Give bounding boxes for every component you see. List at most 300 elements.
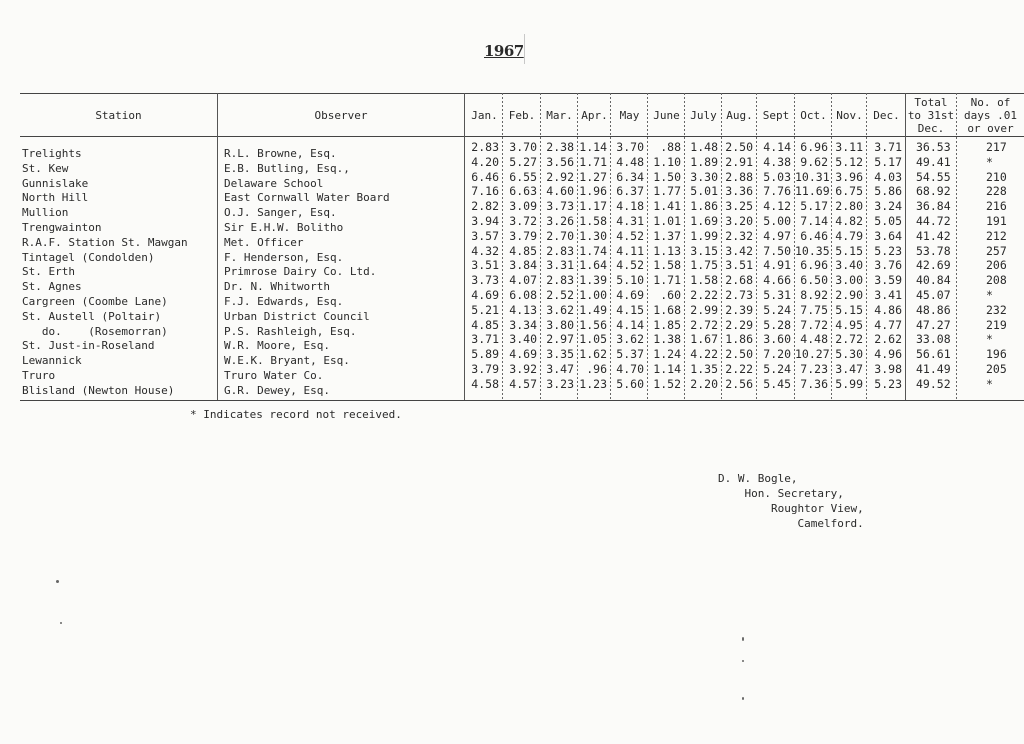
total-row <box>906 244 1024 259</box>
footnote: * Indicates record not received. <box>190 408 402 421</box>
total-row <box>906 214 1024 229</box>
table-row <box>466 258 906 273</box>
observer-data-divider <box>464 93 465 400</box>
month-value: 3.40 <box>835 258 863 273</box>
observer-name: East Cornwall Water Board <box>224 191 390 205</box>
month-value: 4.14 <box>616 317 644 332</box>
month-value: 10.27 <box>795 347 830 362</box>
month-value: 3.71 <box>874 140 902 154</box>
station-observer-divider <box>217 93 218 400</box>
month-value: 6.96 <box>800 258 828 273</box>
month-value: 1.68 <box>653 302 681 317</box>
total-value: 42.69 <box>916 258 951 273</box>
month-value: .60 <box>660 288 681 302</box>
total-value: 49.41 <box>916 154 951 169</box>
signature-block <box>718 471 864 531</box>
observer-name: G.R. Dewey, Esq. <box>224 383 330 397</box>
month-value: 1.71 <box>653 273 681 288</box>
month-value: 5.86 <box>874 184 902 199</box>
total-row <box>906 332 1024 347</box>
month-value: 3.57 <box>471 228 499 243</box>
month-value: 4.96 <box>874 347 902 362</box>
table-row <box>466 303 906 318</box>
month-value: 3.73 <box>471 273 499 288</box>
month-value: 4.32 <box>471 243 499 258</box>
month-value: 1.58 <box>653 258 681 273</box>
month-value: 5.23 <box>874 243 902 258</box>
month-value: 2.99 <box>690 302 718 317</box>
month-value: 3.00 <box>835 273 863 288</box>
month-value: 2.91 <box>725 154 753 169</box>
total-value: 36.84 <box>916 199 951 214</box>
header-month: July <box>690 108 717 122</box>
signature-address: Roughtor View, <box>718 502 864 515</box>
total-value: 49.52 <box>916 376 951 391</box>
scan-speck <box>742 637 744 641</box>
month-value: .96 <box>586 362 607 376</box>
month-value: 4.91 <box>763 258 791 273</box>
month-value: 1.39 <box>579 273 607 288</box>
month-value: 7.75 <box>800 302 828 317</box>
table-row <box>466 244 906 259</box>
month-value: 6.46 <box>800 228 828 243</box>
observer-name: Truro Water Co. <box>224 368 324 382</box>
month-value: 1.41 <box>653 199 681 214</box>
month-value: 4.85 <box>509 243 537 258</box>
header-month: Feb. <box>508 108 536 122</box>
days-value: 257 <box>986 243 1007 258</box>
month-value: 1.05 <box>579 332 607 347</box>
month-value: 3.40 <box>509 332 537 347</box>
station-name: Cargreen (Coombe Lane) <box>22 294 168 308</box>
month-value: 3.59 <box>874 273 902 288</box>
month-value: 3.41 <box>874 288 902 302</box>
month-value: 2.62 <box>874 332 902 347</box>
month-value: 4.60 <box>546 184 574 199</box>
station-name: Trelights <box>22 147 82 160</box>
days-value: 196 <box>986 347 1007 362</box>
month-value: 9.62 <box>800 154 828 169</box>
month-value: 4.79 <box>835 228 863 243</box>
days-value: 232 <box>986 302 1007 317</box>
month-value: 3.62 <box>546 302 574 317</box>
month-value: 1.67 <box>690 332 718 347</box>
month-value: 4.31 <box>616 214 644 228</box>
month-value: 3.70 <box>616 140 644 154</box>
month-value: 5.17 <box>874 154 902 169</box>
month-value: 1.99 <box>690 228 718 243</box>
month-value: 4.95 <box>835 317 863 332</box>
month-value: 5.03 <box>763 169 791 184</box>
observer-name: E.B. Butling, Esq., <box>224 161 350 175</box>
month-value: 3.98 <box>874 362 902 376</box>
month-value: 3.09 <box>509 199 537 214</box>
month-value: 3.25 <box>725 199 753 214</box>
table-row <box>466 140 906 155</box>
month-value: 7.36 <box>800 376 828 391</box>
month-value: 2.32 <box>725 228 753 243</box>
month-value: 2.80 <box>835 199 863 214</box>
month-value: 3.72 <box>509 214 537 228</box>
month-value: 1.37 <box>653 228 681 243</box>
total-value: 56.61 <box>916 347 951 362</box>
month-value: 6.63 <box>509 184 537 199</box>
month-value: 3.70 <box>509 140 537 154</box>
month-value: 4.11 <box>616 243 644 258</box>
month-value: 2.22 <box>690 288 718 302</box>
days-value: 217 <box>986 140 1007 154</box>
signature-title: Hon. Secretary, <box>718 487 844 500</box>
month-value: 1.49 <box>579 302 607 317</box>
month-value: 5.24 <box>763 362 791 376</box>
month-value: 2.82 <box>471 199 499 214</box>
observer-name: Delaware School <box>224 176 324 190</box>
days-value: 212 <box>986 228 1007 243</box>
scan-speck <box>742 660 744 662</box>
month-value: 1.69 <box>690 214 718 228</box>
month-value: 4.14 <box>763 140 791 154</box>
observer-name: W.R. Moore, Esq. <box>224 339 330 353</box>
month-value: 2.22 <box>725 362 753 376</box>
scan-speck <box>742 697 744 700</box>
month-value: 4.69 <box>471 288 499 302</box>
month-value: 3.23 <box>546 376 574 391</box>
month-value: 5.37 <box>616 347 644 362</box>
signature-name: D. W. Bogle, <box>718 472 798 485</box>
month-value: 3.15 <box>690 243 718 258</box>
month-value: 1.13 <box>653 243 681 258</box>
total-value: 54.55 <box>916 169 951 184</box>
total-row <box>906 273 1024 288</box>
month-value: 3.79 <box>471 362 499 376</box>
month-value: 1.30 <box>579 228 607 243</box>
month-value: 1.58 <box>579 214 607 228</box>
table-row <box>466 377 906 392</box>
month-value: 10.31 <box>795 169 830 184</box>
month-value: 7.14 <box>800 214 828 228</box>
station-name: R.A.F. Station St. Mawgan <box>22 235 188 249</box>
table-bottom-rule <box>20 400 1024 401</box>
month-value: 5.21 <box>471 302 499 317</box>
month-value: 4.86 <box>874 302 902 317</box>
total-value: 47.27 <box>916 317 951 332</box>
table-row <box>466 199 906 214</box>
table-row <box>466 347 906 362</box>
month-value: 3.84 <box>509 258 537 273</box>
month-value: 2.92 <box>546 169 574 184</box>
month-value: 4.07 <box>509 273 537 288</box>
month-value: 1.23 <box>579 376 607 391</box>
observer-name: Urban District Council <box>224 309 370 323</box>
total-value: 44.72 <box>916 214 951 228</box>
month-value: 4.15 <box>616 302 644 317</box>
month-value: 7.72 <box>800 317 828 332</box>
month-value: 2.70 <box>546 228 574 243</box>
days-value: 191 <box>986 214 1007 228</box>
station-name: North Hill <box>22 191 89 205</box>
header-observer: Observer <box>314 108 368 122</box>
total-value: 68.92 <box>916 184 951 199</box>
month-value: 7.50 <box>763 243 791 258</box>
month-value: 5.05 <box>874 214 902 228</box>
month-value: 1.27 <box>579 169 607 184</box>
month-value: 4.57 <box>509 376 537 391</box>
days-value: 208 <box>986 273 1007 288</box>
month-value: 5.99 <box>835 376 863 391</box>
month-value: 6.37 <box>616 184 644 199</box>
total-row <box>906 362 1024 377</box>
month-value: 1.14 <box>653 362 681 376</box>
month-value: 2.38 <box>546 140 574 154</box>
total-value: 53.78 <box>916 243 951 258</box>
total-row <box>906 303 1024 318</box>
total-row <box>906 184 1024 199</box>
scan-speck <box>56 580 59 583</box>
table-row <box>466 170 906 185</box>
header-month: June <box>653 108 680 122</box>
station-name: Truro <box>22 368 56 382</box>
header-month: Aug. <box>726 108 753 122</box>
month-value: 7.23 <box>800 362 828 376</box>
month-value: 3.47 <box>835 362 863 376</box>
month-value: 1.35 <box>690 362 718 376</box>
month-value: 4.22 <box>690 347 718 362</box>
month-value: 1.24 <box>653 347 681 362</box>
month-value: 1.48 <box>690 140 718 154</box>
month-value: 3.24 <box>874 199 902 214</box>
days-value: 206 <box>986 258 1007 273</box>
month-value: 1.00 <box>579 288 607 302</box>
month-value: 3.42 <box>725 243 753 258</box>
month-value: 5.00 <box>763 214 791 228</box>
month-value: 1.17 <box>579 199 607 214</box>
month-value: 5.60 <box>616 376 644 391</box>
month-value: 2.39 <box>725 302 753 317</box>
month-value: 3.26 <box>546 214 574 228</box>
month-value: 8.92 <box>800 288 828 302</box>
month-value: 3.47 <box>546 362 574 376</box>
observer-name: Sir E.H.W. Bolitho <box>224 220 344 234</box>
month-value: 4.52 <box>616 228 644 243</box>
observer-name: Dr. N. Whitworth <box>224 280 330 294</box>
observer-name: F.J. Edwards, Esq. <box>224 294 344 308</box>
total-value: 36.53 <box>916 140 951 154</box>
scan-mark <box>524 34 525 64</box>
station-name: St. Erth <box>22 265 75 279</box>
month-value: 4.48 <box>616 154 644 169</box>
month-value: 2.83 <box>471 140 499 154</box>
month-value: 1.71 <box>579 154 607 169</box>
days-value: * <box>986 154 993 169</box>
month-value: 2.20 <box>690 376 718 391</box>
month-value: 5.23 <box>874 376 902 391</box>
observer-name: W.E.K. Bryant, Esq. <box>224 354 350 368</box>
month-value: 1.58 <box>690 273 718 288</box>
month-value: 6.34 <box>616 169 644 184</box>
days-value: 205 <box>986 362 1007 376</box>
month-value: 7.76 <box>763 184 791 199</box>
total-row <box>906 347 1024 362</box>
month-value: 4.85 <box>471 317 499 332</box>
month-value: 3.96 <box>835 169 863 184</box>
total-row <box>906 377 1024 392</box>
month-value: 1.14 <box>579 140 607 154</box>
month-value: 3.51 <box>471 258 499 273</box>
header-month: Apr. <box>581 108 608 122</box>
month-value: 4.58 <box>471 376 499 391</box>
month-value: 3.35 <box>546 347 574 362</box>
observer-name: R.L. Browne, Esq. <box>224 147 337 160</box>
station-name: St. Agnes <box>22 280 82 294</box>
station-name: St. Just-in-Roseland <box>22 339 155 353</box>
table-row <box>466 229 906 244</box>
month-value: 5.12 <box>835 154 863 169</box>
station-name: St. Kew <box>22 161 69 175</box>
month-value: 2.52 <box>546 288 574 302</box>
table-row <box>466 362 906 377</box>
header-month: Sept <box>762 108 790 122</box>
month-value: 3.64 <box>874 228 902 243</box>
station-name: Tintagel (Condolden) <box>22 250 155 264</box>
document-year: 1967 <box>484 42 524 60</box>
month-value: 3.31 <box>546 258 574 273</box>
month-value: 3.30 <box>690 169 718 184</box>
month-value: 5.15 <box>835 302 863 317</box>
month-value: 2.83 <box>546 273 574 288</box>
header-month: Nov. <box>836 108 863 122</box>
month-value: 1.86 <box>690 199 718 214</box>
month-value: 2.90 <box>835 288 863 302</box>
month-value: 4.52 <box>616 258 644 273</box>
month-value: 4.69 <box>509 347 537 362</box>
station-name: Gunnislake <box>22 176 89 190</box>
month-value: 5.30 <box>835 347 863 362</box>
month-value: 7.20 <box>763 347 791 362</box>
total-value: 33.08 <box>916 332 951 347</box>
month-value: 5.89 <box>471 347 499 362</box>
month-value: 3.79 <box>509 228 537 243</box>
month-value: 3.56 <box>546 154 574 169</box>
total-value: 40.84 <box>916 273 951 288</box>
month-value: 4.48 <box>800 332 828 347</box>
month-value: 3.62 <box>616 332 644 347</box>
month-value: 2.50 <box>725 347 753 362</box>
month-value: 3.92 <box>509 362 537 376</box>
days-value: 228 <box>986 184 1007 199</box>
month-value: 1.85 <box>653 317 681 332</box>
station-column <box>22 147 188 399</box>
header-month: Oct. <box>800 108 827 122</box>
month-value: 2.68 <box>725 273 753 288</box>
month-value: 2.50 <box>725 140 753 154</box>
month-value: 5.28 <box>763 317 791 332</box>
days-value: * <box>986 376 993 391</box>
month-value: 3.60 <box>763 332 791 347</box>
days-value: 219 <box>986 317 1007 332</box>
month-value: 2.29 <box>725 317 753 332</box>
total-row <box>906 258 1024 273</box>
month-value: 4.77 <box>874 317 902 332</box>
month-value: 7.16 <box>471 184 499 199</box>
month-value: 3.71 <box>471 332 499 347</box>
total-value: 48.86 <box>916 302 951 317</box>
month-value: 3.94 <box>471 214 499 228</box>
total-row <box>906 199 1024 214</box>
month-value: 3.73 <box>546 199 574 214</box>
observer-name: O.J. Sanger, Esq. <box>224 206 337 220</box>
month-value: 11.69 <box>795 184 830 199</box>
total-value: 41.42 <box>916 228 951 243</box>
table-row <box>466 273 906 288</box>
month-value: 4.13 <box>509 302 537 317</box>
month-value: 1.77 <box>653 184 681 199</box>
total-row <box>906 140 1024 155</box>
table-row <box>466 318 906 333</box>
days-value: * <box>986 332 993 347</box>
month-value: 3.51 <box>725 258 753 273</box>
month-value: 1.89 <box>690 154 718 169</box>
station-name: St. Austell (Poltair) <box>22 309 162 323</box>
month-value: 1.01 <box>653 214 681 228</box>
month-value: 2.83 <box>546 243 574 258</box>
month-value: 4.38 <box>763 154 791 169</box>
month-value: 1.62 <box>579 347 607 362</box>
month-value: 4.70 <box>616 362 644 376</box>
header-month: Dec. <box>873 108 900 122</box>
header-month: Jan. <box>471 108 498 122</box>
month-value: .88 <box>660 140 681 154</box>
month-value: 6.08 <box>509 288 537 302</box>
month-value: 10.35 <box>795 243 830 258</box>
month-value: 3.11 <box>835 140 863 154</box>
month-value: 4.82 <box>835 214 863 228</box>
month-value: 1.86 <box>725 332 753 347</box>
month-value: 6.46 <box>471 169 499 184</box>
month-value: 1.56 <box>579 317 607 332</box>
month-value: 5.17 <box>800 199 828 214</box>
days-value: 216 <box>986 199 1007 214</box>
observer-column <box>224 147 390 399</box>
month-value: 5.10 <box>616 273 644 288</box>
month-value: 5.27 <box>509 154 537 169</box>
month-value: 3.76 <box>874 258 902 273</box>
month-value: 3.80 <box>546 317 574 332</box>
station-name: Trengwainton <box>22 220 102 234</box>
month-value: 4.18 <box>616 199 644 214</box>
signature-town: Camelford. <box>718 517 864 530</box>
month-value: 5.15 <box>835 243 863 258</box>
month-value: 4.66 <box>763 273 791 288</box>
month-value: 4.03 <box>874 169 902 184</box>
total-value: 41.49 <box>916 362 951 376</box>
month-value: 1.52 <box>653 376 681 391</box>
header-days: No. of days .01 or over <box>964 95 1017 135</box>
month-value: 5.01 <box>690 184 718 199</box>
month-value: 1.10 <box>653 154 681 169</box>
station-name: Blisland (Newton House) <box>22 383 175 397</box>
month-value: 4.12 <box>763 199 791 214</box>
month-value: 6.50 <box>800 273 828 288</box>
month-value: 4.20 <box>471 154 499 169</box>
header-month: May <box>619 108 640 122</box>
days-value: * <box>986 288 993 302</box>
total-value: 45.07 <box>916 288 951 302</box>
month-value: 6.75 <box>835 184 863 199</box>
total-row <box>906 155 1024 170</box>
observer-name: F. Henderson, Esq. <box>224 250 344 264</box>
station-name: Mullion <box>22 206 69 220</box>
total-row <box>906 170 1024 185</box>
